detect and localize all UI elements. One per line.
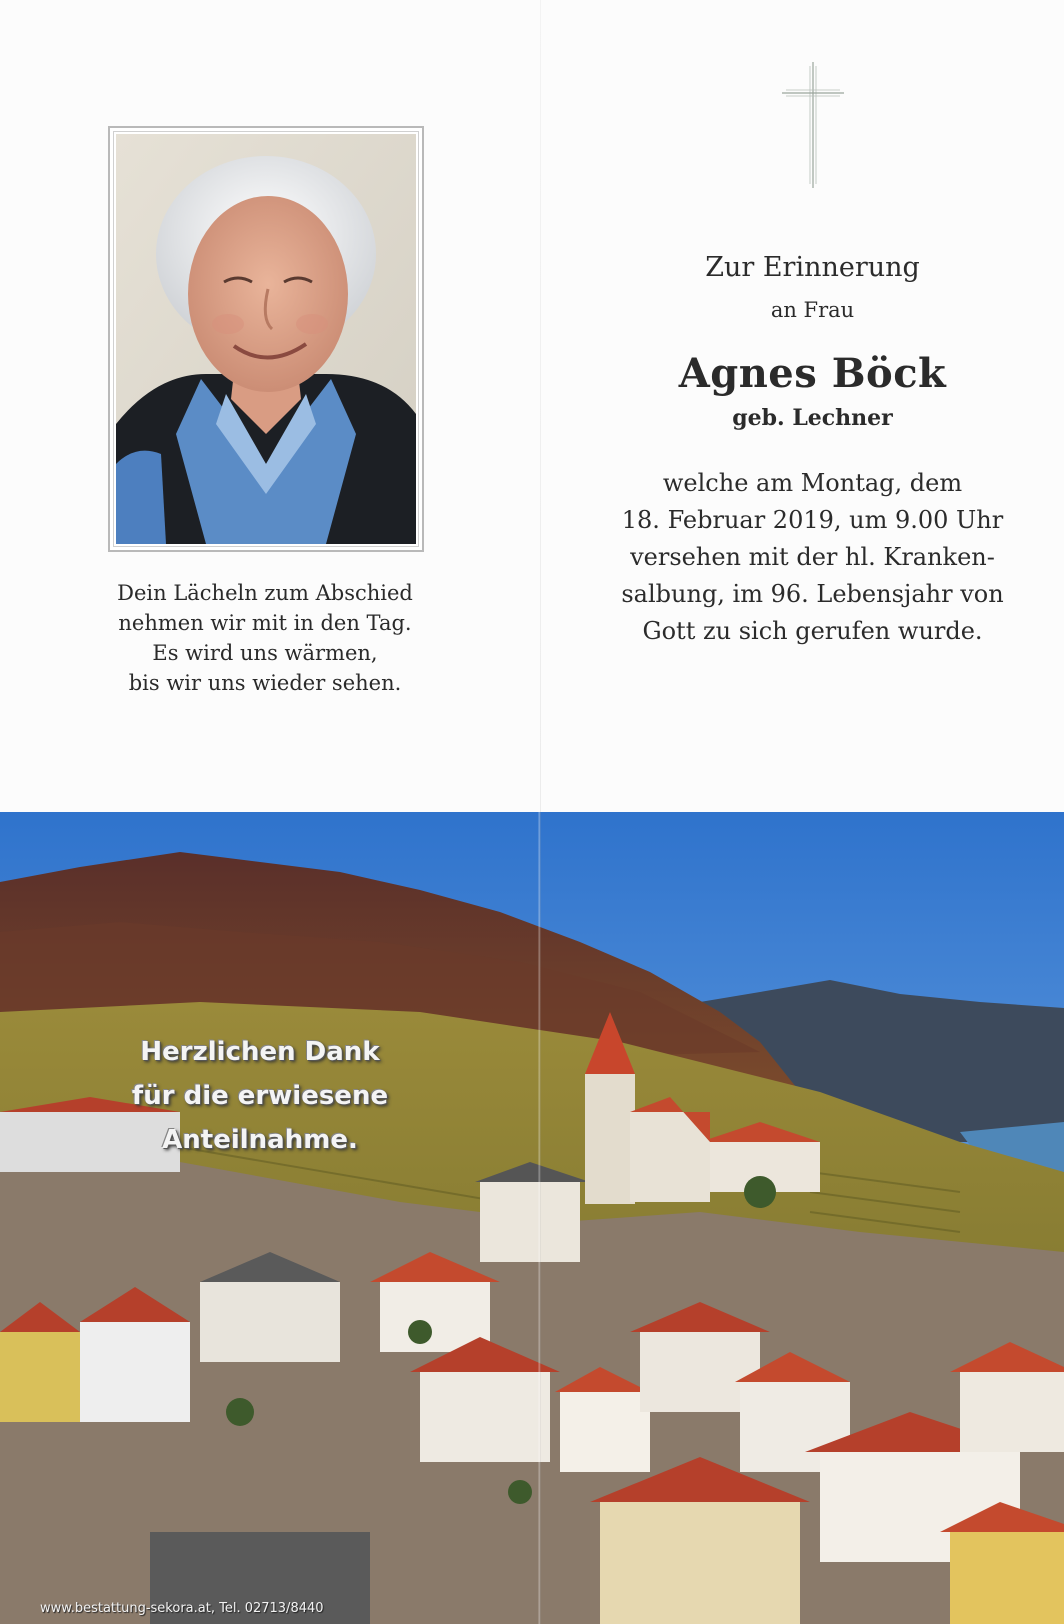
thanks-line: für die erwiesene <box>131 1081 389 1111</box>
memorial-salutation: an Frau <box>770 298 855 322</box>
memorial-body-line: 18. Februar 2019, um 9.00 Uhr <box>621 506 1004 534</box>
deceased-name: Agnes Böck <box>678 350 947 397</box>
memorial-text <box>590 250 1035 650</box>
verse-line: nehmen wir mit in den Tag. <box>118 611 412 635</box>
maiden-name: geb. Lechner <box>732 405 893 431</box>
memorial-intro: Zur Erinnerung <box>705 252 920 283</box>
thanks-line: Anteilnahme. <box>162 1125 358 1155</box>
funeral-home-contact: www.bestattung-sekora.at, Tel. 02713/8440 <box>40 1601 324 1616</box>
memorial-body-line: salbung, im 96. Lebensjahr von <box>621 580 1004 608</box>
portrait-frame <box>108 126 424 552</box>
fold-line-bottom <box>538 812 541 1624</box>
thanks-line: Herzlichen Dank <box>140 1037 380 1067</box>
landscape-photo <box>0 812 1064 1624</box>
memorial-body-line: Gott zu sich gerufen wurde. <box>642 617 983 645</box>
thanks-message <box>110 1030 410 1162</box>
portrait-photo <box>116 134 416 544</box>
verse-line: Es wird uns wärmen, <box>152 641 378 665</box>
verse-line: Dein Lächeln zum Abschied <box>117 581 413 605</box>
fold-line-top <box>540 0 541 812</box>
memorial-body-line: welche am Montag, dem <box>662 469 963 497</box>
verse-line: bis wir uns wieder sehen. <box>128 671 402 695</box>
memorial-body-line: versehen mit der hl. Kranken- <box>630 543 995 571</box>
memorial-verse <box>60 578 470 698</box>
memorial-body <box>590 465 1035 650</box>
cross-icon <box>782 62 844 188</box>
